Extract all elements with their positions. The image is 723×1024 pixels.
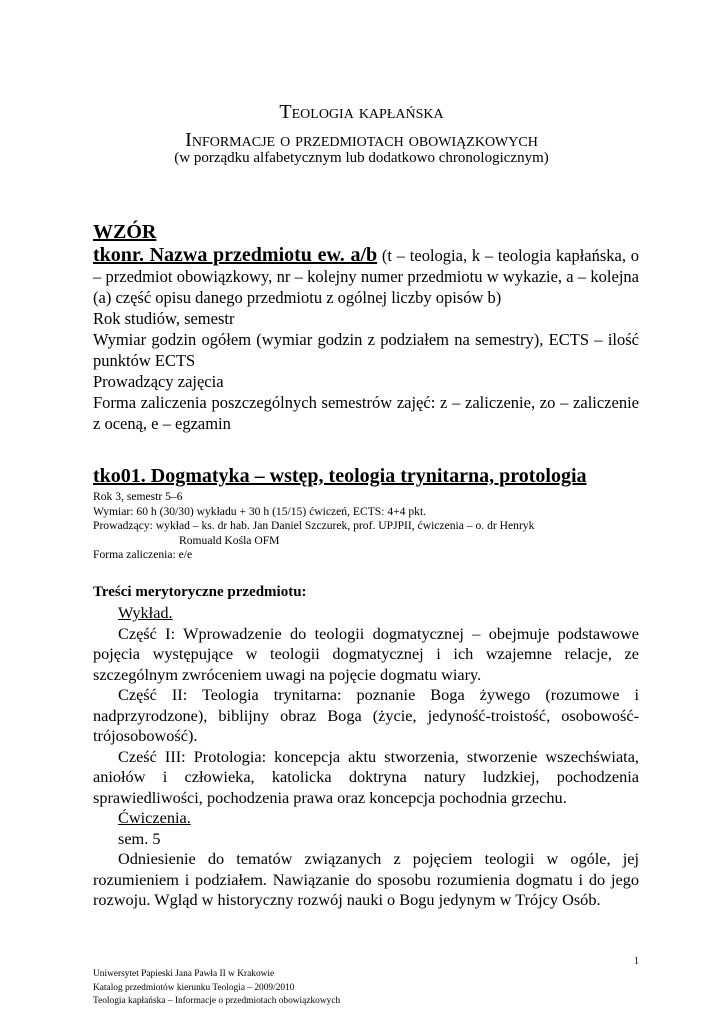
template-heading: WZÓR: [93, 221, 157, 243]
document-subtitle: (w porządku alfabetycznym lub dodatkowo chronologicznym): [174, 150, 549, 166]
template-line-year: Rok studiów, semestr: [93, 309, 235, 328]
page-footer: [93, 968, 340, 1009]
course-meta: [93, 490, 639, 563]
course-hours: Wymiar: 60 h (30/30) wykładu + 30 h (15/15) ćwiczeń, ECTS: 4+4 pkt.: [93, 504, 427, 518]
template-lead: tkonr. Nazwa przedmiotu ew. a/b: [93, 244, 378, 266]
template-line-form: Forma zaliczenia poszczególnych semestrów zajęć: z – zaliczenie, zo – zaliczenie z oceną, e – egzamin: [93, 393, 639, 433]
lecture-part-1: Część I: Wprowadzenie do teologii dogmatycznej – obejmuje podstawowe pojęcia występujące w teologii dogmatycznej i ich wzajemne relacje, ze szczególnym zwróceniem uwagi na pojęcie dogmatu wiary.: [93, 623, 639, 684]
course-teachers-continued: Romuald Kośla OFM: [179, 533, 280, 547]
template-section: [93, 245, 639, 434]
template-line-hours: Wymiar godzin ogółem (wymiar godzin z podziałem na semestry), ECTS – ilość punktów ECTS: [93, 330, 639, 370]
exercises-semester: sem. 5: [118, 828, 161, 848]
lecture-label-row: [93, 603, 639, 624]
course-teachers: Prowadzący: wykład – ks. dr hab. Jan Daniel Szczurek, prof. UPJPII, ćwiczenia – o. dr Henryk: [93, 519, 535, 532]
exercises-label-row: [93, 808, 639, 829]
course-year: Rok 3, semestr 5–6: [93, 490, 183, 503]
template-line-teachers: Prowadzący zajęcia: [93, 372, 224, 391]
footer-line-university: Uniwersytet Papieski Jana Pawła II w Krakowie: [93, 969, 275, 979]
course-title: tko01. Dogmatyka – wstęp, teologia trynitarna, protologia: [93, 465, 587, 487]
course-form: Forma zaliczenia: e/e: [93, 548, 193, 561]
footer-line-document: Teologia kapłańska – Informacje o przedmiotach obowiązkowych: [93, 996, 341, 1006]
exercises-text: Odniesienie do tematów związanych z pojęciem teologii w ogóle, jej rozumieniem i podziałem. Nawiązanie do sposobu rozumienia dogmatu i do jego rozwoju. Wgląd w historyczny rozwój nauki o Bogu jedynym w Trójcy Osób.: [93, 849, 639, 909]
lecture-label: Wykład.: [118, 603, 173, 622]
exercises-label: Ćwiczenia.: [118, 808, 191, 827]
page-number: 1: [634, 956, 639, 967]
template-lead-paragraph: [93, 245, 639, 308]
document-title: Teologia kapłańska: [279, 101, 444, 123]
content-heading: Treści merytoryczne przedmiotu:: [93, 584, 307, 600]
course-content: [93, 603, 639, 911]
lecture-part-2: Część II: Teologia trynitarna: poznanie Boga żywego (rozumowe i nadprzyrodzone), biblijny obraz Boga (życie, jedyność-troistość, osobowość-trójosobowość).: [93, 685, 639, 745]
footer-line-catalog: Katalog przedmiotów kierunku Teologia – 2009/2010: [93, 982, 295, 993]
lecture-part-3: Cześć III: Protologia: koncepcja aktu stworzenia, stworzenie wszechświata, aniołów i człowieka, katolicka doktryna natury ludzkiej, pochodzenia sprawiedliwości, pochodzenia prawa oraz koncepcja pochodnia grzechu.: [93, 746, 639, 807]
document-title-line2: Informacje o przedmiotach obowiązkowych: [185, 129, 538, 151]
template-lead-explanation: (t – teologia, k – teologia kapłańska, o – przedmiot obowiązkowy, nr – kolejny numer przedmiotu w wykazie, a – kolejna (a) część opisu danego przedmiotu z ogólnej liczby opisów b): [93, 246, 639, 307]
